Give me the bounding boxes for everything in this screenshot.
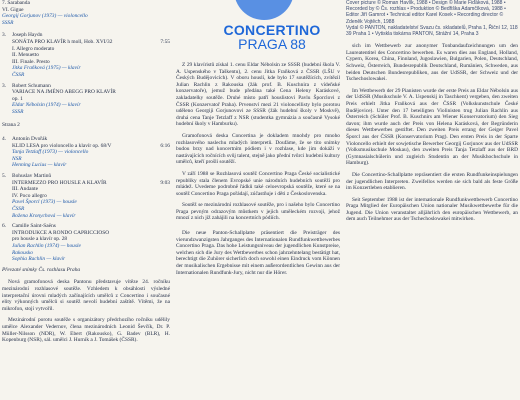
performer-line: Georgij Gorjunov (1973) — violoncello [2, 13, 88, 20]
union-paragraph: V září 1988 se Rozhlasová soutěž Concertino Praga České socialistické republiky stala členem Evropské unie národních hudebních soutěží pro mládež. Uvedeme podrobně řádků také celoevropská soutěže, které se na soutěž Concertino Praga pořádají, zúčastňuje i děti z Československa. [176, 170, 340, 197]
track-composer: Antonín Dvořák [12, 136, 48, 143]
track-number: 3. [2, 32, 7, 39]
track-title-row [12, 39, 170, 46]
track [2, 136, 170, 169]
track-duration: 7:55 [160, 38, 170, 45]
union-paragraph-de: Seit September 1988 ist der internationale Rundfunkwettbewerb Concertino Praga Mitglied der Europäischen Union nationaler Musikwettbewerbe für die Jugend. Die Union veranstaltet alljährlich den europäischen Wettbewerb, an dem auch Teilnehmer aus der Tschechoslowakei mitwirken. [346, 196, 518, 223]
track-performer: Julian Rachlin (1974) — housle [12, 243, 81, 249]
jury-paragraph: Mezinárodní porotu soutěže s organizátory předchozího ročníku udělily umělce Alexander Vedernov, člena mezinárodních Leonid Ševčík, Dr. P. Müller-Nilsson (NDR), W. Ebert (Rakousko), G. Badev (BLR), H. Kopenburg (NSR), sál. umělci J. Hurník a J. Tomášek (ČSSR). [2, 317, 170, 344]
track-body [12, 223, 170, 263]
track-movement: II. Menuetto [12, 52, 39, 59]
track-row [2, 32, 170, 78]
countries-paragraph: sich im Wettbewerb zur anonymer Tonbandaufzeichnungen um den Laureatentitel des Concertino bewerben. Es waren dies aus England, Holland, Cypern, Korea, China, Finnland, Jugoslawien, Bulgarien, Polen, Deutschland, Schweiz, Österreich, Bundesrepublik Deutschland, Rumänien, Schweden, aus beiden Deutschen Bundesrepubliken, aus der UdSSR, der Schweiz und der Tschechoslowakei. [346, 43, 518, 83]
track-duration [154, 230, 170, 237]
publisher-line: Vydal © PANTON, nakladatelství Svazu čs. skladatelů, Praha 1, Řiční 12, 118 39 Praha 1 • Vytiskla tiskárna PANTON, Strážní 14, Praha 3 [346, 24, 518, 38]
track [2, 223, 170, 263]
logo-title: CONCERTINO [223, 22, 321, 38]
track-number: 3. [2, 82, 7, 89]
track-row [2, 136, 170, 169]
intro-paragraph: Nová gramofonová deska Pantonu představuje vítěze 24. ročníku mezinárodní rozhlasové soutěže. Vzhledem k obsáhlosti výsledné interpretační úrovni mladých začínajících umělců z Concertino i současné elity výkonných umělců si soutěž nevolí hudební zaštítě. Vítěmi, že na mikrofon, stojí vytvořil. [2, 279, 170, 312]
track-title: SONÁTA PRO KLAVÍR h moll, Hob. XVI/32 [12, 38, 113, 45]
track-duration: 6:16 [160, 142, 170, 149]
recording-note: Převzaté snímky Čs. rozhlasu Praha [2, 266, 81, 273]
track-performer: NSR [12, 155, 22, 162]
track-title-row [12, 180, 170, 187]
track-composer: Bohuslav Martinů [12, 173, 52, 180]
track-duration: 9:03 [160, 179, 170, 186]
movement-line: VI. Gigue [2, 6, 24, 13]
track-title-row [12, 230, 170, 237]
track-movement: III. Finale. Presto [12, 58, 50, 65]
track-title: INTERMEZZO PRO HOUSLE A KLAVÍR [12, 179, 107, 186]
movement-line: 7. Sarabanda [2, 0, 30, 6]
record-paragraph: Gramofonová deska Concertina je dokladem mnohdy pro mnoho rozhlasového naslechu mladých interpretů. Doufáme, že se tito snímky budou brzy nad koncertním pódiem i v rozhlase, kde jim dokáží v nastávajících ročnících svůj talent, stejně jako přední tvůrci hudební kultury umělců, kteří prošli soutěží. [176, 132, 340, 166]
track-body [12, 136, 170, 169]
closing-paragraph: Soutěž se mezinárodní rozhlasové soutěže, pro i našeho bylo Concertino Praga pevným odrazovým můstkem v jejich uměleckém rozvoji, jehož mnozí z nich již zahájili na koncertních pódiích. [176, 202, 340, 222]
track-performer: Pavel Šporcl (1973) — housle [12, 199, 77, 206]
side-2-heading: Strana 2 [2, 121, 20, 128]
german-text-column [346, 0, 518, 228]
logo-emblem-icon [234, 0, 294, 20]
track-performer: ČSSR [12, 206, 25, 213]
performer-country: SSSR [2, 19, 14, 26]
track-number: 4. [2, 136, 7, 143]
credits-block [346, 0, 518, 37]
track-body [12, 173, 170, 219]
track-movement: III. Andante [12, 186, 39, 193]
concertino-logo [176, 0, 340, 62]
track-performer: SSSR [12, 108, 24, 115]
track-performer: Jitka Fraňková (1975) — klavír [12, 65, 81, 72]
track-title: KLID LESA pro violoncello a klavír op. 68/V [12, 142, 112, 149]
track [2, 173, 170, 219]
track-performer: Božena Kronychová — klavír [12, 212, 76, 219]
track-movement: IV. Poco allegro [12, 192, 47, 199]
track-body [12, 83, 170, 116]
track-performer: ČSSR [12, 71, 25, 78]
winners-paragraph: Z 29 klavíristů získal 1. cenu Eldar Nébolsin ze SSSR (hudební škola V. A. Uspenského v Taškentu), 2. cenu Jitka Fraňková z ČSSR (LŠU v Českých Budějovicích). V oboru houslí, kde bylo 17 soutěžících, zvítězil Julian Rachlin z Rakouska (žák prof. B. Kuschnira z vídeňské konzervatoře), jemuž bude předána také Cena Heleny Karáskové, zakladatelky soutěže. Druhé místo patří houslistovi Pavlu Šporclovi z ČSSR (Konzervatoř Praha). Prvenství mezi 21 violoncellisty bylo porotou uděleno Georgiji Gorjunovovi ze SSSR (žák hudební školy v Moskvě), druhá cena Tanje Tetzlaff z NSR (studentka gymnázia a současně Vysoké hudební školy v Hamburku). [176, 62, 340, 128]
track-number: 6. [2, 223, 7, 230]
track [2, 83, 170, 116]
track-composer: Robert Schumann [12, 82, 51, 89]
track-duration [154, 89, 170, 96]
track-composer: Camille Saint-Saëns [12, 223, 56, 230]
track-title-row [12, 89, 170, 96]
track-movement: op. 1 [12, 95, 23, 102]
credits-line: Cover picture © Roman Havlík, 1988 • Design © Marie Fiďáková, 1988 • Recorded by © Čs. rozhlas • Produktion © Bedřiška Adamčíková, 1988 • Editor Jiří Gamrot • Technical editor Karel Kosek • Recording director © Zdeněk Vojtěch, 1988 [346, 0, 506, 25]
track [2, 32, 170, 78]
track-performer: Rakousko [12, 249, 33, 256]
track-movement: I. Allegro moderato [12, 45, 55, 52]
track-row [2, 223, 170, 263]
track-composer: Joseph Haydn [12, 32, 43, 39]
track-list-column [2, 0, 170, 349]
track-title: VARIACE NA JMÉNO ABEGG PRO KLAVÍR [12, 89, 116, 96]
track-row [2, 83, 170, 116]
track-performer: Tanja Tetzlaff (1973) — violoncello [12, 149, 89, 156]
side-1-tracks [2, 32, 170, 115]
track-title: INTRODUKCE A RONDO CAPRICCIOSO [12, 229, 110, 236]
track-performer: Eldar Nébolsin (1974) — klavír [12, 102, 81, 109]
track-performer: Henning Lucius — klavír [12, 162, 67, 169]
results-paragraph: Im Wettbewerb der 29 Pianisten wurde der erste Preis an Eldar Nébolsin aus der UdSSR (Musikschule V. A. Uspenskij in Taschkent) vergeben, den zweiten Preis erhielt Jitka Fraňková aus der ČSSR (Volkskunstschule České Budějovice). Unter den 17 beteiligten Violinisten trug Julian Rachlin aus Österreich (Schüler Prof. B. Kuschnirs am Wiener Konservatorium) den Sieg davon; ihm wurde auch der Preis von Helena Karásková, der Begründerin dieses Wettbewerbes gestiftet. Den zweiten Preis errang der Geiger Pavel Šporcl aus der ČSSR (Konservatorium Prag). Den ersten Preis in der Sparte Violoncello erhielt der sowjetische Bewerber Georgij Gorjunov aus der UdSSR (Volksmusikschule Moskau), den zweiten Preis Tanja Tetzlaff aus der BRD (Gymnasialschülerin und zugleich Studentin an der Musikhochschule in Hamburg). [346, 87, 518, 167]
track-movement: pro housle a klavír op. 28 [12, 236, 68, 243]
logo-subtitle: PRAGA 88 [238, 36, 306, 52]
track-row [2, 173, 170, 219]
czech-text-column [176, 0, 340, 281]
track-number: 5. [2, 173, 7, 180]
recording-paragraph: Die Concertino-Schallplatte repräsentiert die ersten Rundfunkeinspielungen der jugendlichen Interpreten. Zweifellos werden sie sich bald als feste Größe im Konzertleben etablieren. [346, 171, 518, 192]
track-performer: Sophia Rachlin — klavír [12, 256, 66, 263]
top-lines [2, 0, 170, 26]
german-intro-paragraph: Die neue Panton-Schallplatte präsentiert die Preisträger des vierundzwanzigsten Jahrganges des Internationalen Rundfunkwettbewerbes Concertino Praga. Das hohe Leistungsniveau der jugendlichen Kunstpreise, welchen sich die Jury des Wettbewerbes schon jahrzehntelang bestätigt hat, berechtigt die Zuhörer sicherlich doch sowohl einen Eindruck vom Können der musikalischen Ergebnisse mit einem außerordentlichen Gewinn aus der Internationalen Rundfunk-Jury, nicht nur die Hörer. [176, 230, 340, 276]
side-2-tracks [2, 136, 170, 263]
track-body [12, 32, 170, 78]
